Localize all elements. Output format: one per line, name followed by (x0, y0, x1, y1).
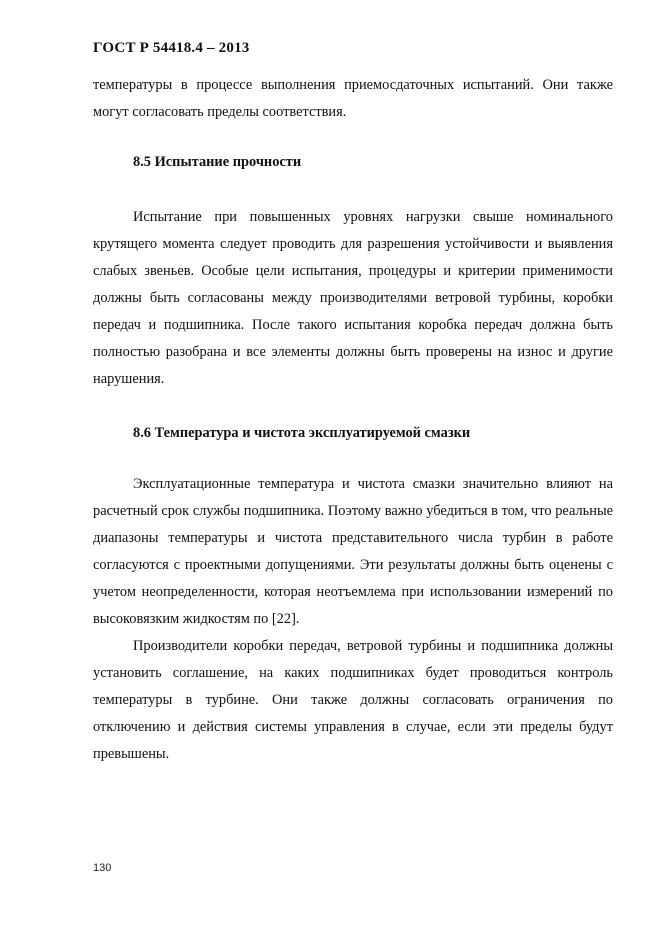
paragraph-lubricant-2: Производители коробки передач, ветровой турбины и подшипника должны установить соглашение, на каких подшипниках будет проводиться контроль температуры в турбине. Они также должны согласовать ограничения по отключению и действия системы управления в случае, если эти пределы будут превышены. (93, 638, 613, 762)
section-heading-8-5: 8.5 Испытание прочности (133, 154, 302, 170)
strength-test-block (93, 204, 613, 393)
page-number: 130 (93, 862, 112, 874)
lubricant-block (93, 471, 613, 768)
paragraph-continuation: температуры в процессе выполнения приемосдаточных испытаний. Они также могут согласовать пределы соответствия. (93, 77, 613, 120)
paragraph-lubricant-1: Эксплуатационные температура и чистота смазки значительно влияют на расчетный срок службы подшипника. Поэтому важно убедиться в том, что реальные диапазоны температуры и чистота представительного числа турбин в работе согласуются с проектными допущениями. Эти результаты должны быть оценены с учетом неопределенности, которая неотъемлема при использовании измерений по высоковязким жидкостям по [22]. (93, 476, 613, 627)
document-code-header: ГОСТ Р 54418.4 – 2013 (93, 40, 250, 56)
section-heading-8-6: 8.6 Температура и чистота эксплуатируемой смазки (133, 425, 471, 441)
continuation-block (93, 72, 613, 126)
paragraph-strength-test: Испытание при повышенных уровнях нагрузки свыше номинального крутящего момента следует проводить для разрешения устойчивости и выявления слабых звеньев. Особые цели испытания, процедуры и критерии применимости должны быть согласованы между производителями ветровой турбины, коробки передач и подшипника. После такого испытания коробка передач должна быть полностью разобрана и все элементы должны быть проверены на износ и другие нарушения. (93, 209, 613, 387)
